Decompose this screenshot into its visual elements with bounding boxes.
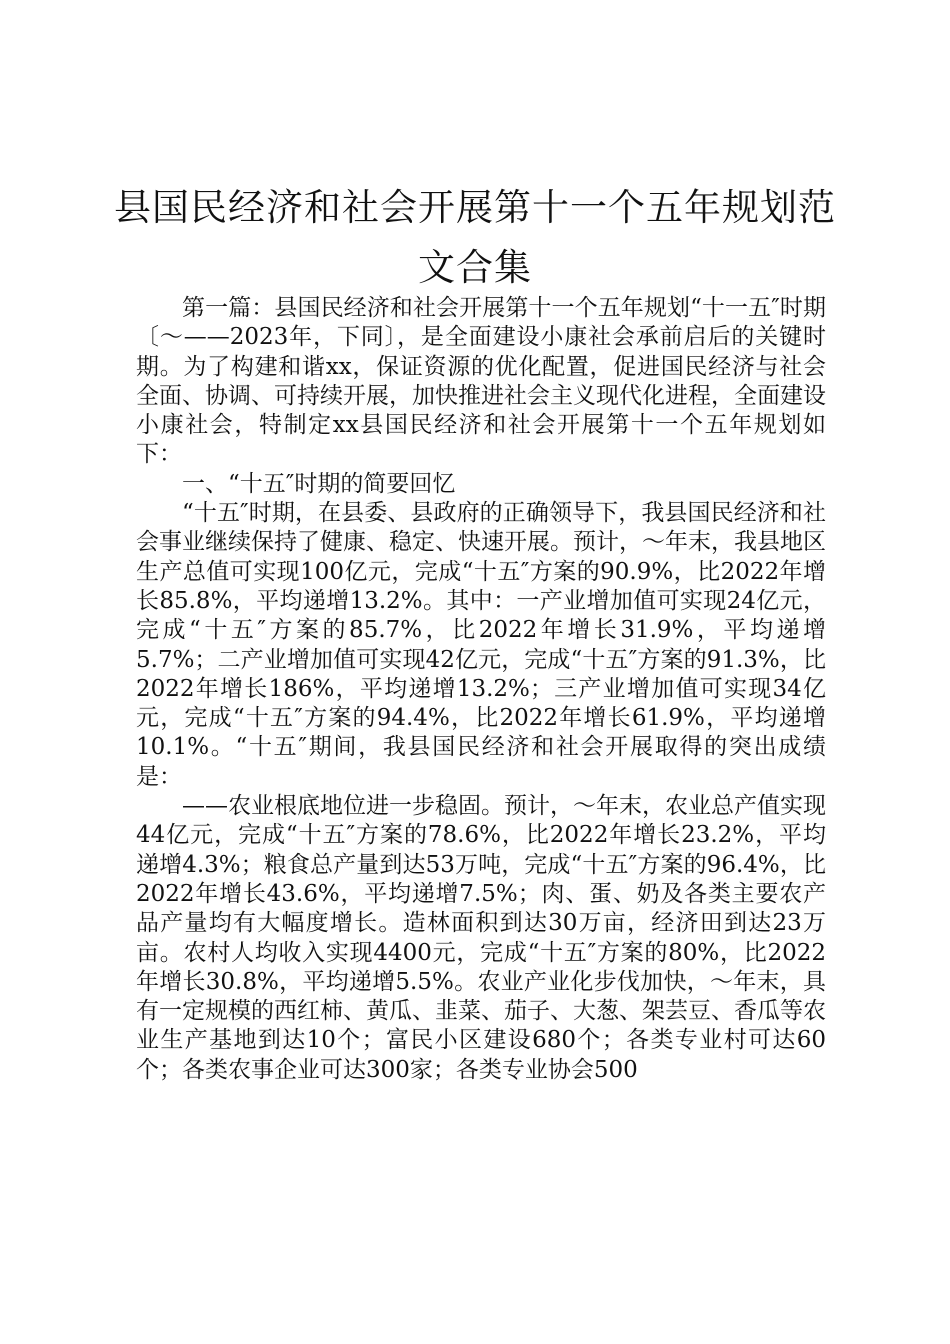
- document-title-line-2: 文合集: [418, 246, 532, 289]
- paragraph-agriculture: ——农业根底地位进一步稳固。预计，～年末，农业总产值实现44亿元，完成“十五″方案的78.6%，比2022年增长23.2%，平均递增4.3%；粮食总产量到达53万吨，完成“十五″方案的96.4%，比2022年增长43.6%，平均递增7.5%；肉、蛋、奶及各类主要农产品产量均有大幅度增长。造林面积到达30万亩，经济田到达23万亩。农村人均收入实现4400元，完成“十五″方案的80%，比2022年增长30.8%，平均递增5.5%。农业产业化步伐加快，～年末，具有一定规模的西红柿、黄瓜、韭菜、茄子、大葱、架芸豆、香瓜等农业生产基地到达10个；富民小区建设680个；各类专业村可达60个；各类农事企业可达300家；各类专业协会500: [136, 793, 826, 1083]
- document-body: [136, 294, 826, 1085]
- section-heading: 一、“十五″时期的简要回忆: [182, 470, 456, 497]
- paragraph-intro: 第一篇：县国民经济和社会开展第十一个五年规划“十一五″时期〔～——2023年，下同〕，是全面建设小康社会承前启后的关键时期。为了构建和谐xx，保证资源的优化配置，促进国民经济与社会全面、协调、可持续开展，加快推进社会主义现代化进程，全面建设小康社会，特制定xx县国民经济和社会开展第十一个五年规划如下：: [136, 295, 826, 468]
- paragraph-review: “十五″时期，在县委、县政府的正确领导下，我县国民经济和社会事业继续保持了健康、稳定、快速开展。预计，～年末，我县地区生产总值可实现100亿元，完成“十五″方案的90.9%，比2022年增长85.8%，平均递增13.2%。其中：一产业增加值可实现24亿元，完成“十五″方案的85.7%，比2022年增长31.9%，平均递增5.7%；二产业增加值可实现42亿元，完成“十五″方案的91.3%，比2022年增长186%，平均递增13.2%；三产业增加值可实现34亿元，完成“十五″方案的94.4%，比2022年增长61.9%，平均递增10.1%。“十五″期间，我县国民经济和社会开展取得的突出成绩是：: [136, 500, 826, 790]
- document-title-line-1: 县国民经济和社会开展第十一个五年规划范: [114, 186, 836, 229]
